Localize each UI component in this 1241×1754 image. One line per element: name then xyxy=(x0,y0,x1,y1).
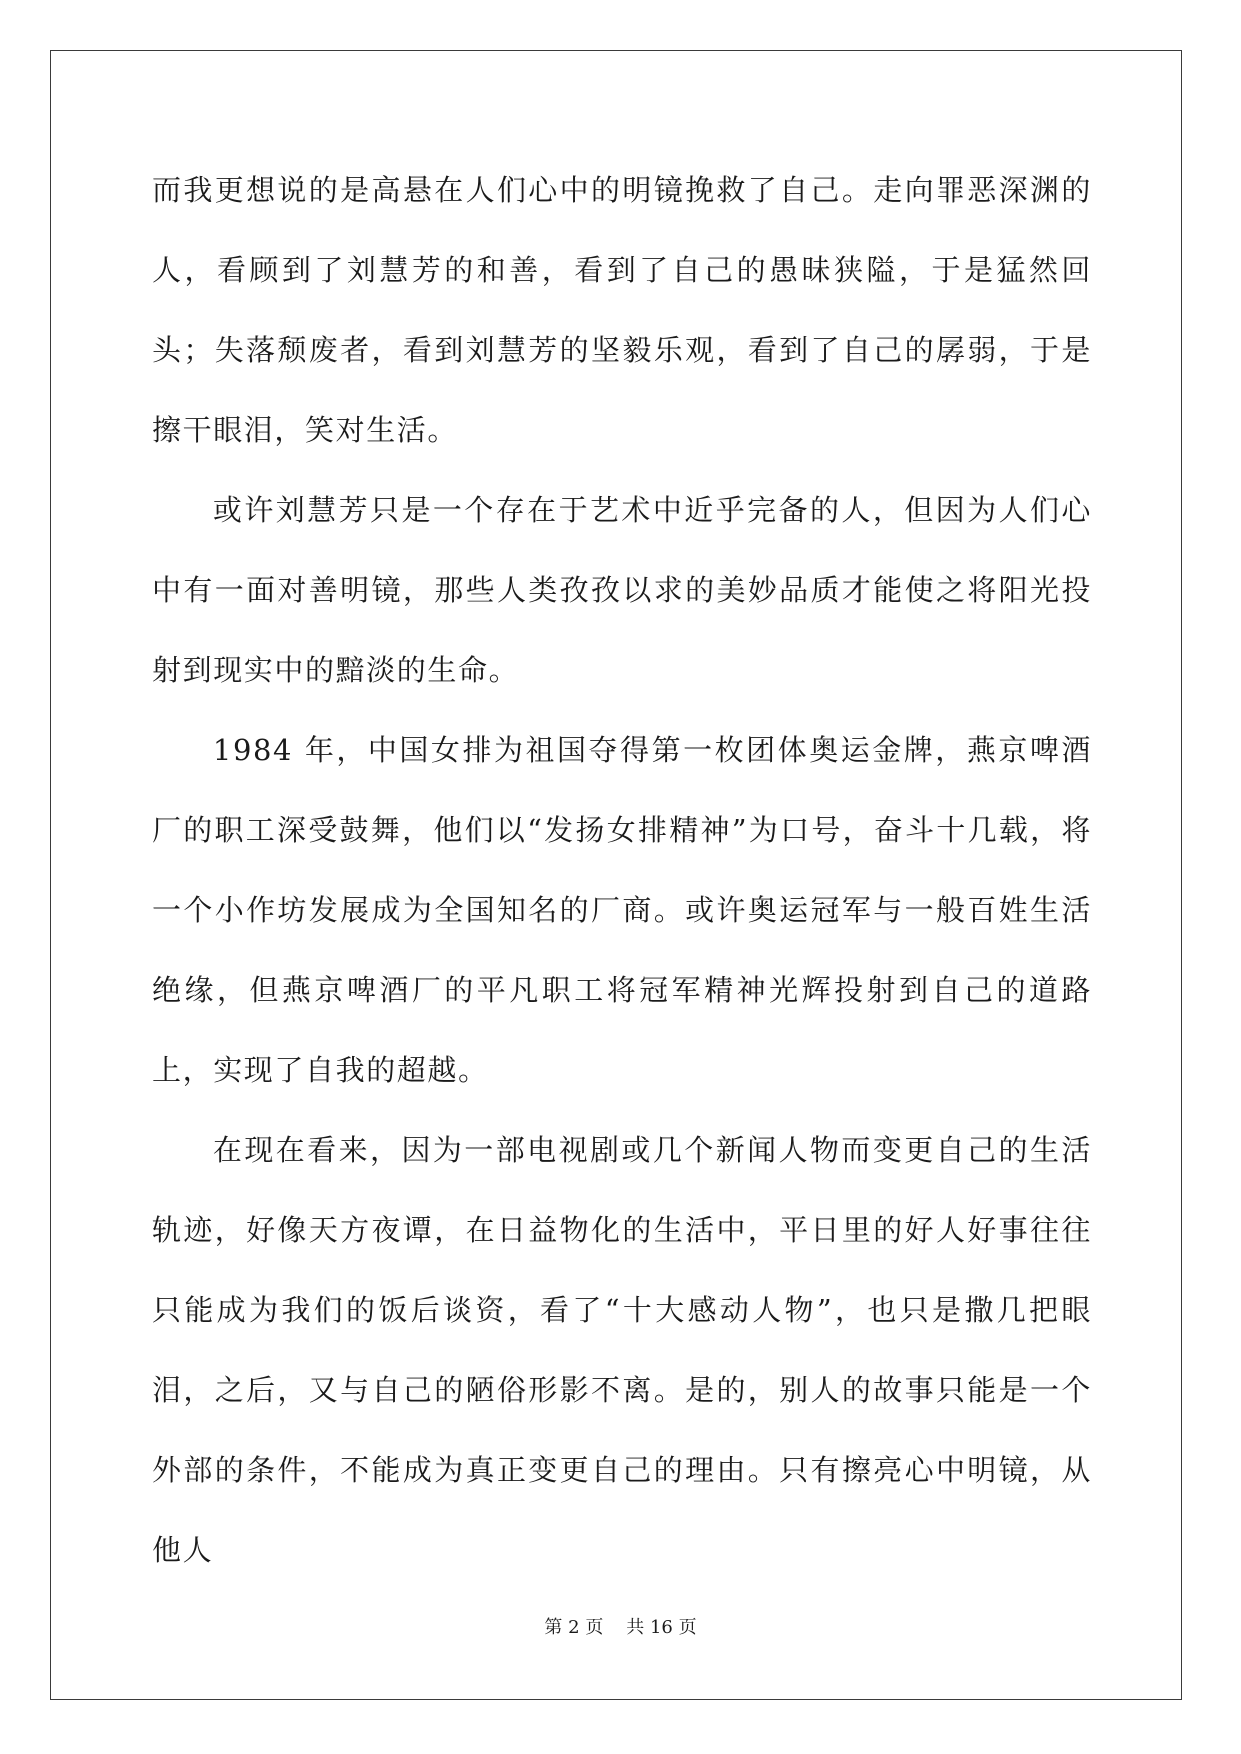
paragraph-1: 而我更想说的是高悬在人们心中的明镜挽救了自己。走向罪恶深渊的人，看顾到了刘慧芳的和善，看到了自己的愚昧狭隘，于是猛然回头；失落颓废者，看到刘慧芳的坚毅乐观，看到了自己的孱弱，于是擦干眼泪，笑对生活。 xyxy=(152,173,1092,447)
paragraph-3: 1984 年，中国女排为祖国夺得第一枚团体奥运金牌，燕京啤酒厂的职工深受鼓舞，他们以“发扬女排精神”为口号，奋斗十几载，将一个小作坊发展成为全国知名的厂商。或许奥运冠军与一般百姓生活绝缘，但燕京啤酒厂的平凡职工将冠军精神光辉投射到自己的道路上，实现了自我的超越。 xyxy=(152,733,1092,1087)
page-number: 第 2 页 xyxy=(544,1617,604,1638)
page-footer xyxy=(0,1616,1241,1640)
footer-gap xyxy=(603,1617,626,1638)
document-body xyxy=(152,150,1092,1590)
page-total: 共 16 页 xyxy=(626,1617,697,1638)
paragraph-4: 在现在看来，因为一部电视剧或几个新闻人物而变更自己的生活轨迹，好像天方夜谭，在日益物化的生活中，平日里的好人好事往往只能成为我们的饭后谈资，看了“十大感动人物”，也只是撒几把眼泪，之后，又与自己的陋俗形影不离。是的，别人的故事只能是一个外部的条件，不能成为真正变更自己的理由。只有擦亮心中明镜，从他人 xyxy=(152,1133,1092,1567)
paragraph-2: 或许刘慧芳只是一个存在于艺术中近乎完备的人，但因为人们心中有一面对善明镜，那些人类孜孜以求的美妙品质才能使之将阳光投射到现实中的黯淡的生命。 xyxy=(152,493,1092,687)
